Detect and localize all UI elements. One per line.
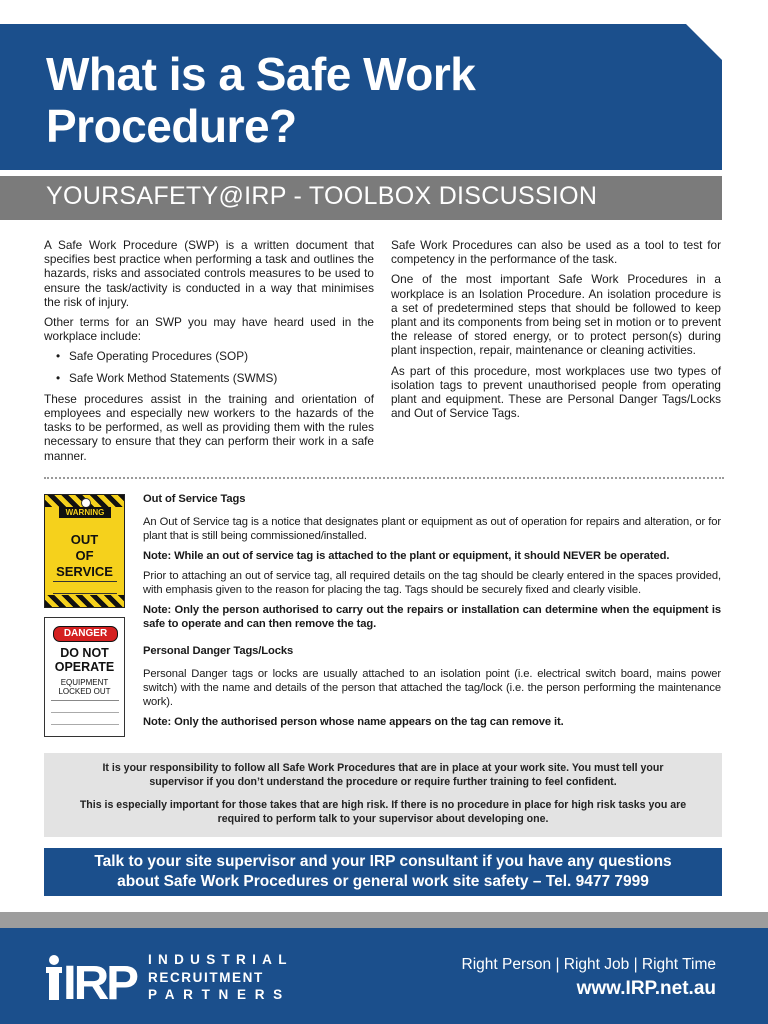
notice-text: It is your responsibility to follow all Safe Work Procedures that are in place at your work site. You must tell your supervisor if you don’t understand the procedure or require further training to feel confident. bbox=[102, 762, 664, 788]
danger-tag-image bbox=[44, 617, 125, 737]
swp-terms-list bbox=[44, 349, 374, 384]
intro-right-column bbox=[391, 238, 721, 426]
tags-paragraph: An Out of Service tag is a notice that designates plant or equipment as out of operation for repairs and alteration, or for plant that is still being commissioned/installed. bbox=[143, 516, 721, 542]
intro-paragraph: A Safe Work Procedure (SWP) is a written document that specifies best practice when performing a task and outlines the hazards, risks and associated controls measures to be used to ensure the task/activity is conducted in a way that minimises the risk of injury. bbox=[44, 238, 374, 309]
do-not-operate-text: DO NOT OPERATE bbox=[54, 646, 115, 674]
personal-danger-heading: Personal Danger Tags/Locks bbox=[143, 645, 294, 657]
subtitle: YOURSAFETY@IRP - TOOLBOX DISCUSSION bbox=[46, 182, 598, 210]
warning-band: WARNING bbox=[59, 507, 111, 518]
footer-grey-strip bbox=[0, 912, 768, 928]
tags-paragraph: Prior to attaching an out of service tag, all required details on the tag should be clearly entered in the spaces provided, with emphasis given to the reason for placing the tag. Tags should be securely fixed and clearly visible. bbox=[143, 570, 721, 596]
danger-label: DANGER bbox=[53, 626, 118, 642]
title-line-2: Procedure? bbox=[46, 100, 297, 152]
subtitle-bar bbox=[0, 176, 722, 220]
tag-fine-print bbox=[53, 581, 117, 594]
notice-text: This is especially important for those takes that are high risk. If there is no procedure in place for high risk tasks you are required to perform talk to your supervisor about developing one. bbox=[79, 799, 687, 825]
list-item: • Safe Operating Procedures (SOP) bbox=[44, 349, 374, 363]
intro-left-column bbox=[44, 238, 374, 469]
page-title bbox=[46, 48, 475, 152]
out-of-service-heading: Out of Service Tags bbox=[143, 493, 246, 505]
tags-note: Note: Only the person authorised to carry out the repairs or installation can determine when the equipment is safe to operate and can then remove the tag. bbox=[143, 604, 721, 630]
callout-line-2: about Safe Work Procedures or general work site safety – Tel. 9477 7999 bbox=[117, 873, 649, 890]
website-link[interactable]: www.IRP.net.au bbox=[576, 978, 716, 999]
title-banner bbox=[0, 24, 722, 170]
title-line-1: What is a Safe Work bbox=[46, 48, 476, 100]
tags-section bbox=[143, 492, 721, 735]
tags-paragraph: Personal Danger tags or locks are usually attached to an isolation point (i.e. electrical switch board, mains power switch) with the name and details of the person that attached the tag/lock (i.e. the person performing the maintenance work). bbox=[143, 668, 721, 708]
irp-logo-icon bbox=[46, 954, 138, 1000]
intro-paragraph: These procedures assist in the training and orientation of employees and especially new workers to the hazards of the tasks to be performed, as well as providing them with the rules necessary to ensure that they can perform their work in a safe manner. bbox=[44, 391, 374, 463]
logo-wordmark: INDUSTRIAL RECRUITMENT PARTNERS bbox=[148, 952, 293, 1002]
footer-slogan: Right Person | Right Job | Right Time bbox=[461, 956, 716, 973]
banner-corner-cut bbox=[686, 24, 722, 60]
equipment-locked-out-text: EQUIPMENT LOCKED OUT bbox=[58, 678, 111, 696]
callout-line-1: Talk to your site supervisor and your IRP consultant if you have any questions bbox=[94, 853, 672, 870]
tags-note: Note: Only the authorised person whose name appears on the tag can remove it. bbox=[143, 716, 564, 728]
contact-callout bbox=[44, 848, 722, 896]
out-of-service-text: OUT OF SERVICE bbox=[56, 532, 113, 579]
intro-paragraph: As part of this procedure, most workplaces use two types of isolation tags to prevent unauthorised people from operating plant and equipment. These are Personal Danger Tags/Locks and Out of Service Tags. bbox=[391, 363, 721, 421]
intro-paragraph: One of the most important Safe Work Procedures in a workplace is an Isolation Procedure. An isolation procedure is a set of predetermined steps that should be followed to keep plant and its components from being set in motion or to prevent the release of stored energy, or to protect person(s) during plant inspection, repair, maintenance or cleaning activities. bbox=[391, 272, 721, 358]
hazard-stripe bbox=[45, 595, 124, 607]
responsibility-notice bbox=[44, 753, 722, 837]
list-item: • Safe Work Method Statements (SWMS) bbox=[44, 371, 374, 385]
tag-fine-print bbox=[51, 700, 119, 735]
intro-paragraph: Other terms for an SWP you may have heard used in the workplace include: bbox=[44, 315, 374, 344]
logo-letters: IRP bbox=[63, 957, 138, 1000]
tags-note: Note: While an out of service tag is attached to the plant or equipment, it should NEVER be operated. bbox=[143, 550, 670, 562]
dotted-divider bbox=[44, 477, 724, 479]
out-of-service-tag-image bbox=[44, 494, 125, 608]
intro-paragraph: Safe Work Procedures can also be used as a tool to test for competency in the performance of the task. bbox=[391, 238, 721, 267]
